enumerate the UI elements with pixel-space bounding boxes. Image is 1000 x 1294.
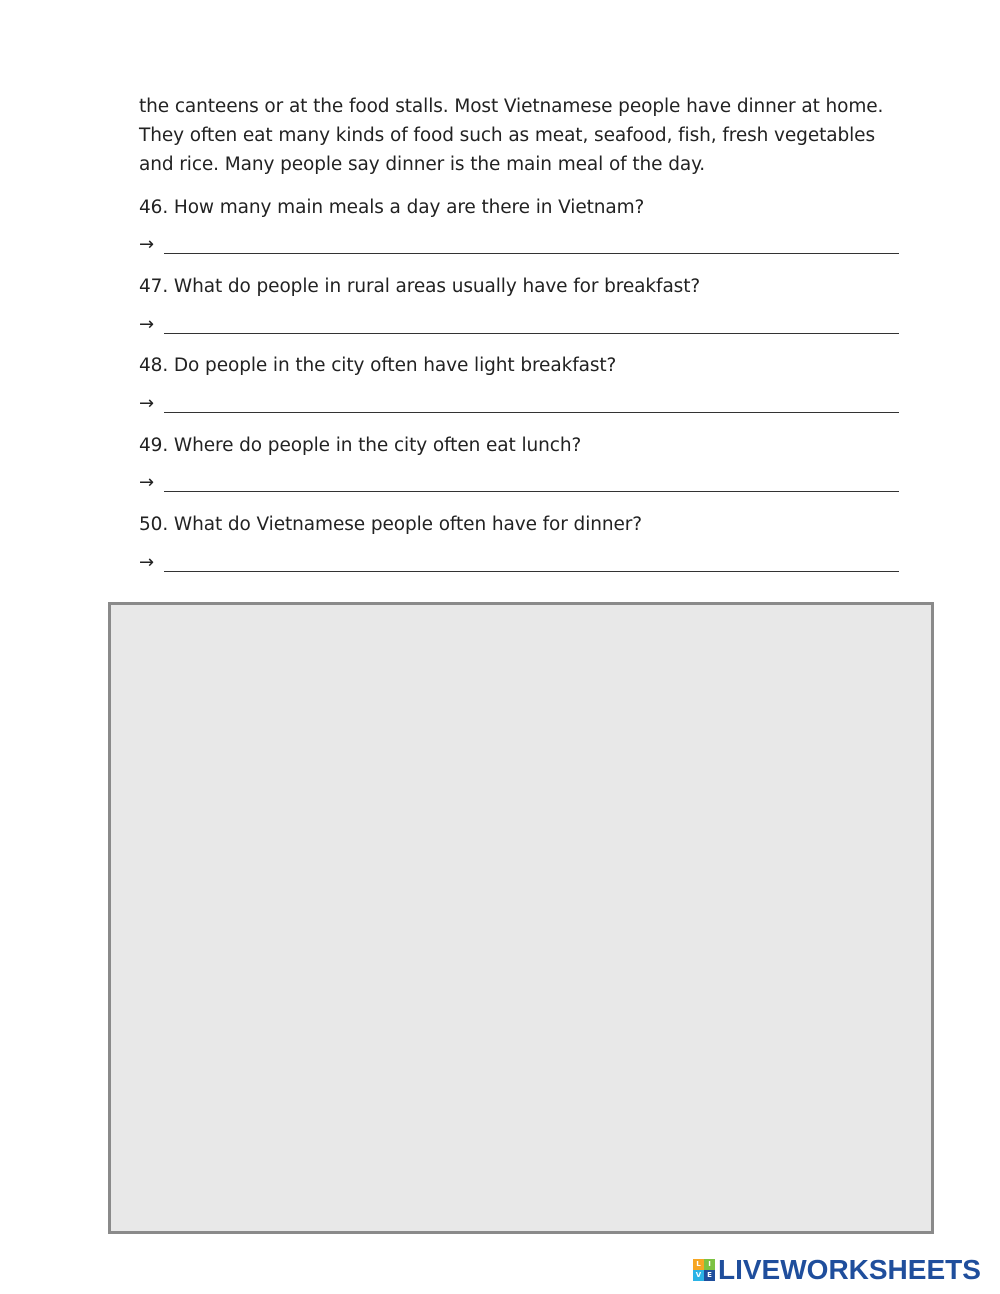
answer-field-47[interactable] xyxy=(164,333,899,334)
arrow-icon: → xyxy=(139,234,155,255)
question-47: 47. What do people in rural areas usually have for breakfast? xyxy=(139,276,701,297)
answer-field-46[interactable] xyxy=(164,253,899,254)
logo-letter: I xyxy=(704,1259,715,1270)
logo-letter: L xyxy=(693,1259,704,1270)
passage-line: They often eat many kinds of food such as meat, seafood, fish, fresh vegetables xyxy=(139,125,876,146)
answer-field-49[interactable] xyxy=(164,491,899,492)
arrow-icon: → xyxy=(139,393,155,414)
logo-letter: E xyxy=(704,1270,715,1281)
arrow-icon: → xyxy=(139,472,155,493)
brand-name: LIVEWORKSHEETS xyxy=(718,1254,981,1285)
liveworksheets-logo xyxy=(693,1256,981,1284)
question-50: 50. What do Vietnamese people often have for dinner? xyxy=(139,514,642,535)
drop-area[interactable] xyxy=(108,602,934,1234)
reading-passage xyxy=(139,92,919,179)
answer-row-48 xyxy=(139,391,899,417)
question-46: 46. How many main meals a day are there in Vietnam? xyxy=(139,197,645,218)
answer-row-49 xyxy=(139,470,899,496)
question-49: 49. Where do people in the city often eat lunch? xyxy=(139,435,582,456)
question-48: 48. Do people in the city often have light breakfast? xyxy=(139,355,617,376)
passage-line: and rice. Many people say dinner is the main meal of the day. xyxy=(139,154,706,175)
answer-field-50[interactable] xyxy=(164,571,899,572)
answer-row-46 xyxy=(139,232,899,258)
passage-line: the canteens or at the food stalls. Most Vietnamese people have dinner at home. xyxy=(139,96,884,117)
arrow-icon: → xyxy=(139,552,155,573)
answer-row-50 xyxy=(139,550,899,576)
arrow-icon: → xyxy=(139,314,155,335)
logo-letter: V xyxy=(693,1270,704,1281)
answer-field-48[interactable] xyxy=(164,412,899,413)
answer-row-47 xyxy=(139,312,899,338)
liveworksheets-logo-icon xyxy=(693,1259,715,1281)
